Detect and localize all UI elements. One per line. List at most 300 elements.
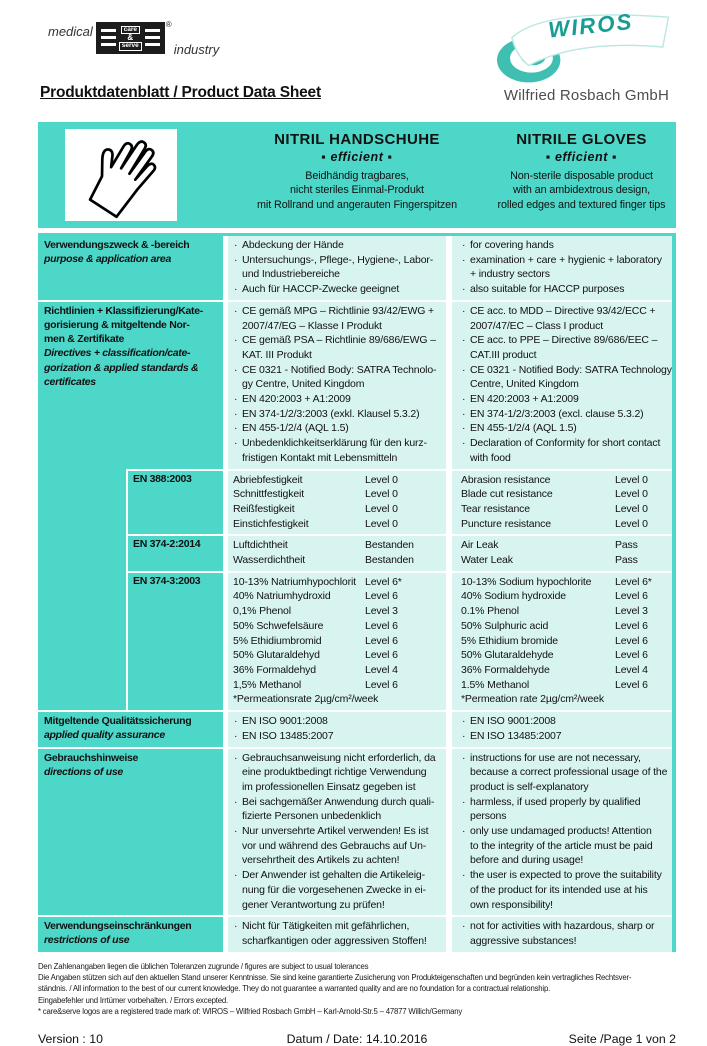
test-name: Schnittfestigkeit (233, 488, 304, 501)
bullet-text: CE 0321 - Notified Body: SATRA Technolo- (242, 363, 437, 376)
bullet-marker: · (234, 253, 238, 266)
test-name: Reißfestigkeit (233, 502, 295, 515)
bullet-text: Auch für HACCP-Zwecke geeignet (242, 283, 400, 296)
care-serve-logo (48, 22, 219, 57)
bullet-text: CE acc. to PPE – Directive 89/686/EEC – (470, 334, 658, 347)
bullet-text: EN 455-1/2/4 (AQL 1.5) (470, 422, 577, 435)
test-level: Level 6 (615, 619, 648, 632)
bullet-line (233, 333, 446, 348)
bullet-text: only use undamaged products! Attention (470, 825, 652, 838)
test-name: 10-13% Natriumhypochlorit (233, 575, 356, 588)
test-level: Level 4 (615, 663, 648, 676)
bullet-text: with food (470, 451, 511, 464)
bullet-line (461, 238, 672, 253)
test-result-row (233, 502, 446, 517)
bullet-text: Nur unversehrte Artikel verwenden! Es ist (242, 825, 429, 838)
test-level: Level 0 (615, 517, 648, 530)
bullet-text: gy Centre, United Kingdom (242, 378, 365, 391)
bullet-line (461, 304, 672, 319)
product-subtitle-de: ▪ efficient ▪ (321, 150, 393, 164)
test-level: Level 6 (365, 634, 398, 647)
page-header (0, 0, 707, 122)
test-result-row (461, 473, 672, 488)
bullet-marker: · (462, 283, 466, 296)
german-cell (223, 571, 446, 710)
bullet-text: nung für die vorgesehenen Zwecke in ei- (242, 883, 426, 896)
bullet-line (233, 348, 446, 363)
bullet-line (461, 839, 672, 854)
bullet-marker: · (234, 239, 238, 251)
test-name: 10-13% Sodium hypochlorite (461, 575, 592, 588)
test-name: 36% Formaldehyd (233, 663, 316, 676)
bullet-marker: · (234, 334, 238, 347)
bullet-text: Centre, United Kingdom (470, 378, 579, 391)
bullet-text: Nicht für Tätigkeiten mit gefährlichen, (242, 920, 410, 933)
bullet-text: EN 420:2003 + A1:2009 (242, 393, 351, 406)
test-level: Level 6 (365, 590, 398, 603)
label-en-line: purpose & application area (44, 253, 171, 266)
page-footer (38, 961, 676, 1046)
version-label: Version : 10 (38, 1032, 103, 1046)
bullet-text: CE 0321 - Notified Body: SATRA Technology (470, 363, 672, 376)
bullet-line (233, 304, 446, 319)
test-name: 5% Ethidiumbromid (233, 634, 322, 647)
bullet-line (233, 780, 446, 795)
bullet-text: CE gemäß PSA – Richtlinie 89/686/EWG – (242, 334, 436, 347)
test-name: Air Leak (461, 539, 499, 552)
test-level: Level 6 (615, 590, 648, 603)
test-level: Level 6 (365, 649, 398, 662)
product-desc-en (487, 169, 676, 212)
test-name: 40% Natriumhydroxid (233, 590, 331, 603)
test-name: Luftdichtheit (233, 539, 288, 552)
test-name: Tear resistance (461, 502, 530, 515)
test-level: Pass (615, 539, 638, 552)
bullet-text: for covering hands (470, 239, 554, 251)
bullet-text: scharfkantigen oder aggressiven Stoffen! (242, 934, 427, 947)
bullet-text: Der Anwender ist gehalten die Artikeleig- (242, 869, 425, 882)
logo-text-medical: medical (48, 24, 93, 39)
bullet-line (233, 824, 446, 839)
logo-bars-icon (145, 29, 160, 48)
test-result-row (233, 589, 446, 604)
bullet-marker: · (462, 795, 466, 808)
bullet-marker: · (234, 304, 238, 317)
bullet-line (461, 451, 672, 466)
bullet-text: aggressive substances! (470, 934, 577, 947)
bullet-line (461, 436, 672, 451)
bullet-line (461, 377, 672, 392)
test-result-row (461, 538, 672, 553)
bullet-line (461, 407, 672, 422)
bullet-line (461, 348, 672, 363)
test-level: Level 3 (365, 605, 398, 618)
english-cell (446, 302, 672, 469)
disclaimer-line: Eingabefehler und Irrtümer vorbehalten. / Errors excepted. (38, 995, 228, 1005)
bullet-text: Untersuchungs-, Pflege-, Hygiene-, Labor- (242, 253, 434, 266)
bullet-text: Unbedenklichkeitserklärung für den kurz- (242, 437, 427, 450)
english-cell (446, 469, 672, 535)
registered-trademark-symbol: ® (165, 20, 172, 29)
test-name: 50% Sulphuric acid (461, 619, 549, 632)
label-en-line: applied quality assurance (44, 729, 165, 742)
german-cell (223, 917, 446, 951)
label-en-line: certificates (44, 375, 96, 388)
test-level: Level 6 (365, 678, 398, 691)
label-cell (38, 712, 223, 746)
banner-english-column (487, 122, 676, 228)
bullet-line (233, 267, 446, 282)
bullet-marker: · (462, 437, 466, 450)
test-result-row (461, 619, 672, 634)
bullet-text: EN 420:2003 + A1:2009 (470, 393, 579, 406)
label-en-line: gorization & applied standards & (44, 361, 199, 374)
test-level: Level 6 (615, 649, 648, 662)
german-cell (223, 469, 446, 535)
test-name: 36% Formaldehyde (461, 663, 550, 676)
bullet-text: Gebrauchsanweisung nicht erforderlich, da (242, 751, 436, 764)
disclaimer-line: ständnis. / All information to the best of our current knowledge. They do not guarantee a warranted quality and are no foundation for a contractual relationship. (38, 984, 551, 994)
bullet-line (233, 282, 446, 297)
bullet-text: CAT.III product (470, 348, 537, 361)
bullet-line (461, 729, 672, 744)
test-result-row (461, 678, 672, 693)
test-result-row (233, 487, 446, 502)
bullet-text: und Industriebereiche (242, 268, 340, 281)
table-row (38, 712, 672, 746)
bullet-text: KAT. III Produkt (242, 348, 312, 361)
banner-line: Beidhändig tragbares, (305, 170, 409, 182)
test-level: Bestanden (365, 554, 414, 567)
bullet-marker: · (462, 729, 466, 742)
test-result-row (233, 678, 446, 693)
label-cell (38, 236, 223, 300)
bullet-marker: · (462, 422, 466, 435)
bullet-line (233, 377, 446, 392)
test-result-row (233, 604, 446, 619)
test-result-row (233, 663, 446, 678)
bullet-line (461, 868, 672, 883)
bullet-line (461, 319, 672, 334)
banner-line: mit Rollrand und angerauten Fingerspitzen (257, 198, 457, 211)
bullet-line (233, 765, 446, 780)
bullet-text: product is self-explanatory (470, 780, 589, 793)
table-row (38, 236, 672, 300)
bullet-text: vor und während des Gebrauchs auf Un- (242, 839, 427, 852)
bullet-line (461, 853, 672, 868)
logo-text-serve: serve (119, 42, 142, 51)
bullet-line (461, 934, 672, 949)
test-level: Level 0 (365, 473, 398, 486)
bullet-text: EN ISO 13485:2007 (470, 729, 562, 742)
page-number-label: Seite /Page 1 von 2 (568, 1032, 676, 1046)
bullet-marker: · (462, 407, 466, 420)
bullet-line (233, 898, 446, 913)
bullet-marker: · (234, 715, 238, 728)
test-name: 50% Glutaraldehyd (233, 649, 320, 662)
bullet-marker: · (234, 437, 238, 450)
bullet-text: before and during usage! (470, 854, 584, 867)
bullet-text: persons (470, 810, 507, 823)
test-result-row (233, 648, 446, 663)
product-banner (38, 122, 676, 228)
label-en-line: restrictions of use (44, 934, 130, 947)
bullet-text: not for activities with hazardous, sharp or (470, 920, 655, 933)
test-name: 1.5% Methanol (461, 678, 530, 691)
test-result-row (233, 575, 446, 590)
care-serve-logo-box (96, 22, 165, 54)
test-name: Abriebfestigkeit (233, 473, 303, 486)
logo-text-industry: industry (173, 42, 220, 57)
bullet-text: EN 374-1/2/3:2003 (excl. clause 5.3.2) (470, 407, 644, 420)
bullet-marker: · (462, 715, 466, 728)
table-row (38, 917, 672, 951)
test-result-row (461, 517, 672, 532)
bullet-text: versehrtheit des Artikels zu achten! (242, 854, 400, 867)
bullet-text: instructions for use are not necessary, (470, 751, 641, 764)
bullet-marker: · (462, 751, 466, 764)
bullet-line (233, 407, 446, 422)
bullet-line (233, 363, 446, 378)
test-result-row (461, 604, 672, 619)
label-en-line: directions of use (44, 765, 123, 778)
bullet-text: gener Verantwortung zu prüfen! (242, 898, 385, 911)
table-row (38, 749, 672, 916)
label-de-line: Gebrauchshinweise (44, 751, 139, 764)
bullet-line (233, 853, 446, 868)
bullet-line (461, 919, 672, 934)
bullet-line (233, 392, 446, 407)
bullet-text: EN ISO 9001:2008 (242, 715, 328, 728)
logo-text-ampersand: & (127, 33, 134, 42)
page-title: Produktdatenblatt / Product Data Sheet (40, 84, 321, 101)
bullet-text: eine produktbedingt richtige Verwendung (242, 766, 427, 779)
bullet-marker: · (462, 253, 466, 266)
test-level: Level 0 (615, 502, 648, 515)
bullet-text: because a correct professional usage of the (470, 766, 668, 779)
bullet-marker: · (234, 393, 238, 406)
bullet-line (461, 392, 672, 407)
bullet-line (461, 267, 672, 282)
test-result-row (233, 538, 446, 553)
bullet-line (233, 809, 446, 824)
bullet-text: harmless, if used properly by qualified (470, 795, 641, 808)
care-serve-labels (119, 26, 142, 51)
label-de-line: men & Zertifikate (44, 333, 125, 346)
bullet-line (233, 751, 446, 766)
banner-line: rolled edges and textured finger tips (497, 198, 666, 211)
bullet-line (233, 714, 446, 729)
test-name: 50% Schwefelsäure (233, 619, 324, 632)
bullet-line (461, 883, 672, 898)
permeation-footnote: *Permeation rate 2µg/cm²/week (461, 693, 604, 706)
test-result-row (461, 553, 672, 568)
test-name: Einstichfestigkeit (233, 517, 309, 530)
test-level: Level 0 (615, 488, 648, 501)
bullet-text: EN 455-1/2/4 (AQL 1.5) (242, 422, 349, 435)
bullet-marker: · (462, 825, 466, 838)
standard-label: EN 374-3:2003 (126, 571, 223, 710)
english-cell (446, 712, 672, 746)
test-level: Level 0 (365, 517, 398, 530)
bullet-marker: · (462, 334, 466, 347)
german-cell (223, 712, 446, 746)
company-name: Wilfried Rosbach GmbH (503, 87, 669, 104)
german-cell (223, 749, 446, 916)
bullet-line (233, 839, 446, 854)
label-de-line: Richtlinien + Klassifizierung/Kate- (44, 304, 203, 317)
bullet-marker: · (234, 363, 238, 376)
disclaimer-line: Die Angaben stützen sich auf den aktuellen Stand unserer Kenntnisse. Sie sind keine garantierte Zusicherung von Produkteigenschaften und begründen kein vertragliches Rechtsver- (38, 972, 632, 982)
test-name: Wasserdichtheit (233, 554, 306, 567)
test-result-row (461, 634, 672, 649)
bullet-line (233, 421, 446, 436)
bullet-line (233, 238, 446, 253)
bullet-line (461, 795, 672, 810)
bullet-marker: · (234, 920, 238, 933)
disclaimer-line: * care&serve logos are a registered trade mark of: WIROS – Wilfried Rosbach GmbH – Karl-Arnold-Str.5 – 47877 Willich/Germany (38, 1006, 463, 1016)
bullet-text: CE acc. to MDD – Directive 93/42/ECC + (470, 304, 656, 317)
wiros-ribbon-icon (479, 6, 679, 88)
data-table (38, 233, 676, 952)
bullet-marker: · (234, 283, 238, 296)
test-level: Level 6* (365, 575, 402, 588)
banner-line: nicht steriles Einmal-Produkt (290, 184, 424, 197)
test-level: Level 4 (365, 663, 398, 676)
bullet-line (233, 868, 446, 883)
test-name: Abrasion resistance (461, 473, 551, 486)
bullet-text: 2007/47/EC – Class I product (470, 319, 603, 332)
test-result-row (233, 517, 446, 532)
bullet-line (461, 898, 672, 913)
bullet-line (461, 253, 672, 268)
test-name: 1,5% Methanol (233, 678, 302, 691)
test-name: Water Leak (461, 554, 513, 567)
german-cell (223, 534, 446, 570)
bullet-text: of the product for its intended use at his (470, 883, 648, 896)
test-result-row (461, 502, 672, 517)
test-result-row (233, 473, 446, 488)
bullet-line (233, 795, 446, 810)
test-level: Level 0 (615, 473, 648, 486)
bullet-marker: · (234, 869, 238, 882)
standard-label: EN 374-2:2014 (126, 534, 223, 570)
test-result-row (461, 648, 672, 663)
label-de-line: Verwendungseinschränkungen (44, 920, 192, 933)
bullet-text: own responsibility! (470, 898, 553, 911)
product-desc-de (227, 169, 487, 212)
bullet-line (233, 319, 446, 334)
bullet-line (233, 883, 446, 898)
test-name: 50% Glutaraldehyde (461, 649, 554, 662)
bullet-marker: · (234, 751, 238, 764)
bullet-text: CE gemäß MPG – Richtlinie 93/42/EWG + (242, 304, 434, 317)
bullet-line (461, 751, 672, 766)
bullet-marker: · (234, 422, 238, 435)
bullet-text: fristigen Kontakt mit Lebensmitteln (242, 451, 398, 464)
banner-line: with an ambidextrous design, (512, 184, 651, 197)
test-name: Blade cut resistance (461, 488, 553, 501)
test-name: 0.1% Phenol (461, 605, 519, 618)
logo-text-care: care (121, 26, 140, 35)
product-title-en: NITRILE GLOVES (516, 131, 647, 148)
label-de-line: Verwendungszweck & -bereich (44, 239, 190, 251)
product-subtitle-en: ▪ efficient ▪ (545, 150, 618, 164)
bullet-marker: · (462, 304, 466, 317)
bullet-line (461, 363, 672, 378)
bullet-marker: · (234, 795, 238, 808)
bullet-marker: · (462, 239, 466, 251)
bullet-marker: · (234, 825, 238, 838)
english-cell (446, 534, 672, 570)
bullet-line (461, 780, 672, 795)
test-result-row (461, 575, 672, 590)
bullet-text: to the integrity of the article must be paid (470, 839, 653, 852)
english-cell (446, 236, 672, 300)
bullet-marker: · (462, 393, 466, 406)
bullet-marker: · (462, 869, 466, 882)
bullet-line (233, 934, 446, 949)
disclaimer-line: Den Zahlenangaben liegen die üblichen Toleranzen zugrunde / figures are subject to usual tolerances (38, 961, 369, 971)
label-en-line: Directives + classification/cate- (44, 347, 191, 360)
test-level: Level 3 (615, 605, 648, 618)
glove-icon (65, 129, 177, 221)
bullet-marker: · (462, 363, 466, 376)
label-cell (38, 302, 223, 469)
test-level: Level 6 (615, 678, 648, 691)
test-result-row (461, 663, 672, 678)
bullet-marker: · (234, 407, 238, 420)
german-cell (223, 302, 446, 469)
bullet-line (233, 729, 446, 744)
bullet-marker: · (234, 729, 238, 742)
table-row (38, 302, 672, 710)
test-level: Level 6 (365, 619, 398, 632)
wiros-logo (479, 6, 679, 104)
test-result-row (233, 634, 446, 649)
standard-label: EN 388:2003 (126, 469, 223, 535)
bullet-line (233, 253, 446, 268)
test-result-row (233, 553, 446, 568)
test-name: 0,1% Phenol (233, 605, 291, 618)
test-result-row (233, 619, 446, 634)
wiros-logo-text: WIROS (547, 8, 635, 43)
disclaimer-lines (38, 961, 676, 1017)
banner-line: Non-sterile disposable product (510, 170, 653, 182)
bullet-text: + industry sectors (470, 268, 550, 281)
bullet-text: fizierte Personen unbedenklich (242, 810, 382, 823)
permeation-footnote: *Permeationsrate 2µg/cm²/week (233, 693, 379, 706)
test-name: Puncture resistance (461, 517, 551, 530)
bullet-line (233, 919, 446, 934)
label-cell (38, 917, 223, 951)
bullet-text: EN ISO 9001:2008 (470, 715, 556, 728)
bullet-text: Abdeckung der Hände (242, 239, 344, 251)
test-name: 5% Ethidium bromide (461, 634, 558, 647)
english-cell (446, 917, 672, 951)
bullet-line (233, 436, 446, 451)
bullet-line (461, 282, 672, 297)
logo-bars-icon (101, 29, 116, 48)
german-cell (223, 236, 446, 300)
bullet-line (461, 421, 672, 436)
banner-german-column (227, 122, 487, 228)
bullet-text: EN 374-1/2/3:2003 (exkl. Klausel 5.3.2) (242, 407, 420, 420)
test-level: Level 6 (615, 634, 648, 647)
bullet-text: also suitable for HACCP purposes (470, 283, 625, 296)
test-level: Level 6* (615, 575, 652, 588)
test-name: 40% Sodium hydroxide (461, 590, 566, 603)
